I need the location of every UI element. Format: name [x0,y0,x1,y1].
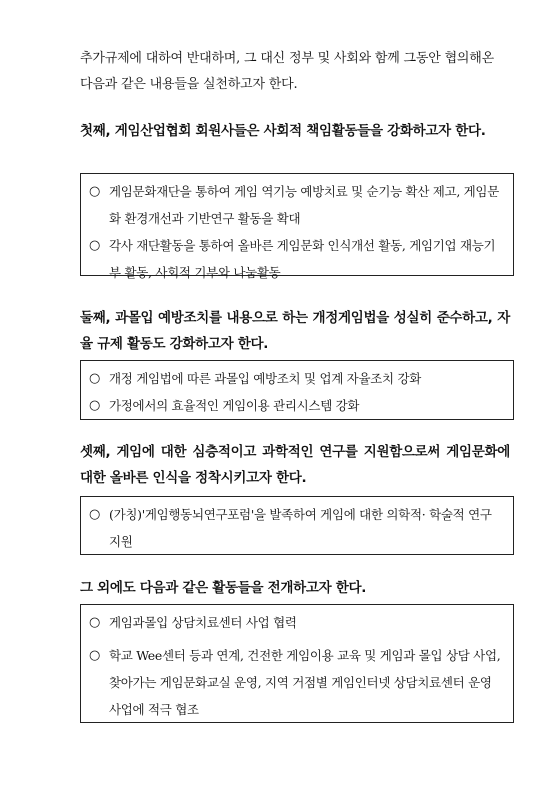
intro-paragraph: 추가규제에 대하여 반대하며, 그 대신 정부 및 사회와 함께 그동안 협의해온 다음과 같은 내용들을 실천하고자 한다. [80,51,494,92]
list-item [87,501,507,555]
section-box-first [80,173,514,280]
circle-bullet-icon: ○ [89,184,101,199]
list-item-text: (가칭)'게임행동뇌연구포럼'을 발족하여 게임에 대한 의학적· 학술적 연구 지원 [109,507,492,549]
section-box-second [80,360,514,420]
list-item [87,642,507,723]
list-item [87,178,507,232]
list-item-text: 게임과몰입 상담치료센터 사업 협력 [109,615,297,630]
list-item-text: 각사 재단활동을 통하여 올바른 게임문화 인식개선 활동, 게임기업 재능기부 활동, 사회적 기부와 나눔활동 [109,238,496,280]
list-item [87,392,507,419]
list-item-text: 가정에서의 효율적인 게임이용 관리시스템 강화 [109,398,360,413]
circle-bullet-icon: ○ [89,371,101,386]
section-heading-third: 셋째, 게임에 대한 심층적이고 과학적인 연구를 지원함으로써 게임문화에 대한 올바른 인식을 정착시키고자 한다. [80,444,510,486]
list-item-text: 학교 Wee센터 등과 연계, 건전한 게임이용 교육 및 게임과 몰입 상담 사업, 찾아가는 게임문화교실 운영, 지역 거점별 게임인터넷 상담치료센터 운영 사업에 적극 협조 [109,648,501,717]
list-item-text: 게임문화재단을 통하여 게임 역기능 예방치료 및 순기능 확산 제고, 게임문화 환경개선과 기반연구 활동을 확대 [109,184,499,226]
section-heading-first: 첫째, 게임산업협회 회원사들은 사회적 책임활동들을 강화하고자 한다. [80,123,486,139]
circle-bullet-icon: ○ [89,238,101,253]
list-item [87,609,507,636]
section-heading-second: 둘째, 과몰입 예방조치를 내용으로 하는 개정게임법을 성실히 준수하고, 자율 규제 활동도 강화하고자 한다. [80,310,510,352]
list-item-text: 개정 게임법에 따른 과몰입 예방조치 및 업계 자율조치 강화 [109,371,421,386]
circle-bullet-icon: ○ [89,398,101,413]
circle-bullet-icon: ○ [89,507,101,522]
section-heading-other: 그 외에도 다음과 같은 활동들을 전개하고자 한다. [80,580,367,596]
list-item [87,365,507,392]
circle-bullet-icon: ○ [89,648,101,663]
section-box-third [80,496,514,555]
circle-bullet-icon: ○ [89,615,101,630]
list-item [87,232,507,286]
section-box-other [80,604,514,723]
